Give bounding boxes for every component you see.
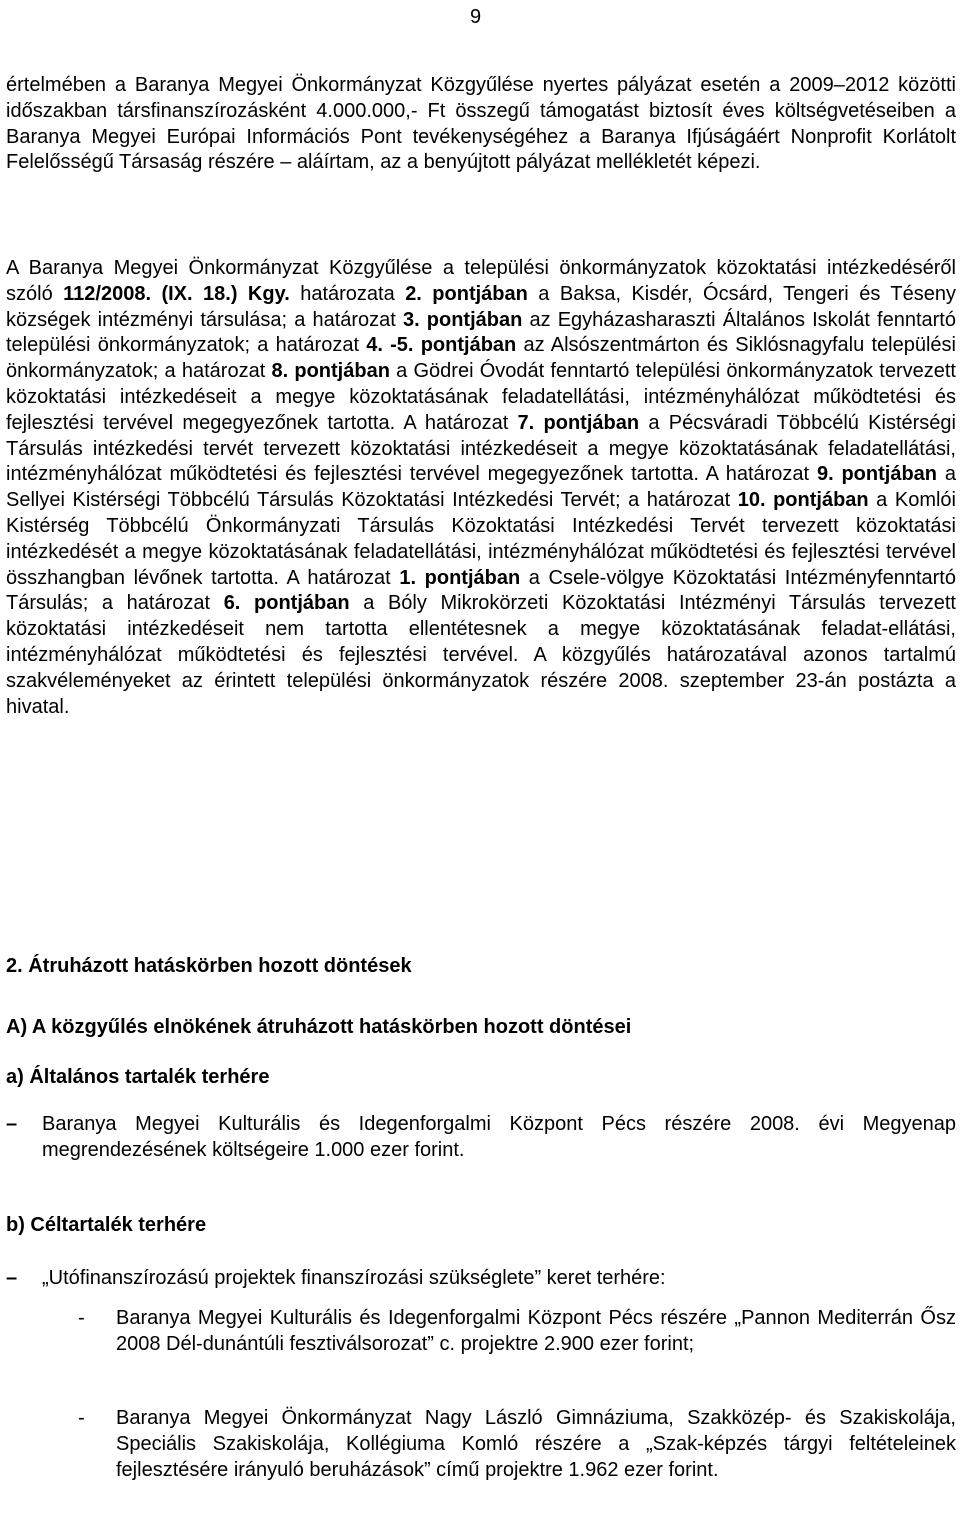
sub-list-item-text: Baranya Megyei Kulturális és Idegenforgalmi Központ Pécs részére „Pannon Mediterrán Ősz 2008 Dél-dunántúli fesztiválsorozat” c. projektre 2.900 ezer forint; (116, 1307, 956, 1355)
subheading-target-reserve: b) Céltartalék terhére (6, 1214, 207, 1236)
bold-text-segment: 9. pontjában (816, 463, 938, 486)
text-segment: a Csele-völgye Közoktatási Intézményfenntartó Társulás; a határozat (6, 566, 956, 615)
bold-text-segment: 6. pontjában (223, 592, 350, 615)
dash-bullet: – (6, 1267, 18, 1289)
subsection-heading-a: A) A közgyűlés elnökének átruházott hatáskörben hozott döntései (6, 1016, 632, 1038)
text-segment: A Baranya Megyei Önkormányzat Közgyűlése a települési önkormányzatok közoktatási intézkedéséről szóló (6, 257, 956, 305)
bold-text-segment: 7. pontjában (517, 411, 640, 434)
text-segment: határozata (289, 282, 406, 305)
dash-bullet: – (6, 1113, 18, 1135)
bold-text-segment: 4. -5. pontjában (366, 334, 517, 357)
text-segment: a Baksa, Kisdér, Ócsárd, Tengeri és Téseny községek intézményi társulása; a határozat (6, 282, 956, 331)
bold-text-segment: 112/2008. (IX. 18.) Kgy. (63, 282, 290, 305)
page-number: 9 (470, 6, 482, 28)
text-segment: értelmében a Baranya Megyei Önkormányzat Közgyűlése nyertes pályázat esetén a 2009–2012 közötti időszakban társfinanszírozásként 4.000.000,- Ft összegű támogatást biztosít éves költségvetéseiben a Baranya Megyei Európai Információs Pont tevékenységéhez a Baranya Ifjúságáért Nonprofit Korlátolt Felelősségű Társaság részére – aláírtam, az a benyújtott pályázat mellékletét képezi. (6, 74, 956, 174)
list-item (6, 1111, 956, 1163)
text-segment: az Alsószentmárton és Siklósnagyfalu települési önkormányzatok; a határozat (6, 334, 956, 383)
text-segment: a Sellyei Kistérségi Többcélú Társulás Közoktatási Intézkedési Tervét; a határozat (6, 463, 956, 512)
list-item-text: „Utófinanszírozású projektek finanszírozási szükséglete” keret terhére: (42, 1267, 666, 1289)
text-segment: a Gödrei Óvodát fenntartó települési önkormányzatok tervezett közoktatási intézkedéseit a megye közoktatásának feladatellátási, intézményhálózat működtetési és fejlesztési tervével megegyezőnek tartotta. A határozat (6, 360, 956, 434)
paragraph-education-measures (6, 256, 956, 720)
text-segment: az Egyházasharaszti Általános Iskolát fenntartó települési önkormányzatok; a határozat (6, 308, 956, 357)
text-segment: a Bóly Mikrokörzeti Közoktatási Intézményi Társulás tervezett közoktatási intézkedéseit nem tartotta ellentétesnek a megye közoktatásának feladat-ellátási, intézményhálózat működtetési és fejlesztési tervével. A közgyűlés határozatával azonos tartalmú szakvéleményeket az érintett települési önkormányzatok részére 2008. szeptember 23-án postázta a hivatal. (6, 592, 956, 718)
section-heading: 2. Átruházott hatáskörben hozott döntések (6, 955, 412, 977)
text-segment: a Pécsváradi Többcélú Kistérségi Társulás intézkedési tervét tervezett közoktatási intézkedéseit a megye közoktatásának feladatellátási, intézményhálózat működtetési és fejlesztési tervével megegyezőnek tartotta. A határozat (6, 411, 956, 486)
list-item-text: Baranya Megyei Kulturális és Idegenforgalmi Központ Pécs részére 2008. évi Megyenap megrendezésének költségeire 1.000 ezer forint. (42, 1113, 956, 1161)
bold-text-segment: 10. pontjában (737, 489, 869, 512)
hyphen-bullet: - (78, 1407, 85, 1429)
bold-text-segment: 8. pontjában (271, 360, 390, 383)
subheading-general-reserve: a) Általános tartalék terhére (6, 1066, 270, 1088)
bold-text-segment: 3. pontjában (402, 308, 523, 331)
hyphen-bullet: - (78, 1307, 85, 1329)
paragraph-funding (6, 73, 956, 176)
sub-list-item-text: Baranya Megyei Önkormányzat Nagy László Gimnáziuma, Szakközép- és Szakiskolája, Speciális Szakiskolája, Kollégiuma Komló részére a „Szak-képzés tárgyi feltételeinek fejlesztésére irányuló beruházások” című projektre 1.962 ezer forint. (116, 1407, 956, 1481)
list-item (6, 1265, 956, 1291)
bold-text-segment: 1. pontjában (399, 566, 521, 589)
bold-text-segment: 2. pontjában (405, 282, 528, 305)
text-segment: a Komlói Kistérség Többcélú Önkormányzati Társulás Közoktatási Intézkedési Tervét tervezett közoktatási intézkedését a megye közoktatásának feladatellátási, intézményhálózat működtetési és fejlesztési tervével összhangban lévőnek tartotta. A határozat (6, 489, 956, 589)
sub-list-item (78, 1405, 956, 1483)
sub-list-item (78, 1305, 956, 1357)
